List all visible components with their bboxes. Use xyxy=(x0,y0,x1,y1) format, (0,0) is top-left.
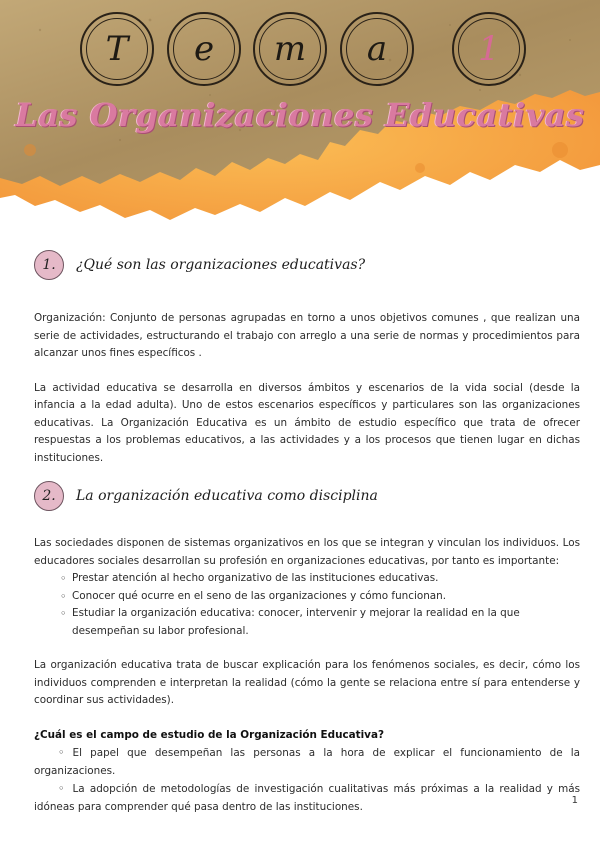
paragraph: La organización educativa trata de buscar explicación para los fenómenos sociales, es decir, cómo los individuos comprenden e interpretan la realidad (cómo la gente se relaciona entre sí para entenderse y coordinar sus actividades). xyxy=(34,659,580,706)
page-title: Las Organizaciones Educativas xyxy=(15,96,585,134)
list-item: ◦ El papel que desempeñan las personas a la hora de explicar el funcionamiento de la organizaciones. xyxy=(34,746,580,777)
tema-heading xyxy=(0,0,600,90)
section-number-badge: 2. xyxy=(34,481,64,511)
tema-letter-circle xyxy=(253,12,327,86)
list-item: ◦ Estudiar la organización educativa: conocer, intervenir y mejorar la realidad en la que desempeñan su labor profesional. xyxy=(72,605,580,640)
bullet-dot-icon: ◦ xyxy=(58,746,65,759)
tema-letter-circle xyxy=(167,12,241,86)
tema-letter: a xyxy=(366,29,388,69)
tema-number: 1 xyxy=(478,29,500,69)
header-banner xyxy=(0,0,600,225)
tema-letter-circle xyxy=(340,12,414,86)
section-title: La organización educativa como disciplina xyxy=(76,488,378,504)
paragraph: Las sociedades disponen de sistemas organizativos en los que se integran y vinculan los individuos. Los educadores sociales desarrollan su profesión en organizaciones educativas, por tanto es importante: xyxy=(34,537,580,567)
list-item: ◦ Prestar atención al hecho organizativo de las instituciones educativas. xyxy=(72,570,580,588)
section-number-badge: 1. xyxy=(34,250,64,280)
tema-letter: T xyxy=(105,29,129,69)
tema-letter-circle xyxy=(80,12,154,86)
question-heading: ¿Cuál es el campo de estudio de la Organización Educativa? xyxy=(34,728,384,741)
bullet-list xyxy=(34,570,580,640)
section-heading-1 xyxy=(34,250,580,280)
tema-letter: m xyxy=(273,29,307,69)
tema-letter: e xyxy=(193,29,215,69)
bullet-dot-icon: ◦ xyxy=(58,782,65,795)
tema-number-circle xyxy=(452,12,526,86)
paragraph: Organización: Conjunto de personas agrupadas en torno a unos objetivos comunes , que realizan una serie de actividades, estructurando el trabajo con arreglo a una serie de normas y procedimientos para alcanzar unos fines específicos . xyxy=(34,312,580,359)
paragraph: La actividad educativa se desarrolla en diversos ámbitos y escenarios de la vida social (desde la infancia a la edad adulta). Uno de estos escenarios específicos y particulares son las organizaciones educativas. La Organización Educativa es un ámbito de estudio específico que trata de ofrecer respuestas a los problemas educativos, a las actividades y a los procesos que tienen lugar en dichas instituciones. xyxy=(34,381,580,464)
section-title: ¿Qué son las organizaciones educativas? xyxy=(76,257,366,273)
list-item: ◦ Conocer qué ocurre en el seno de las organizaciones y cómo funcionan. xyxy=(72,588,580,606)
section-heading-2 xyxy=(34,481,580,511)
list-item: ◦ La adopción de metodologías de investigación cualitativas más próximas a la realidad y más idóneas para comprender qué pasa dentro de las instituciones. xyxy=(34,782,580,813)
page-number: 1 xyxy=(571,795,578,806)
document-body xyxy=(34,250,580,816)
